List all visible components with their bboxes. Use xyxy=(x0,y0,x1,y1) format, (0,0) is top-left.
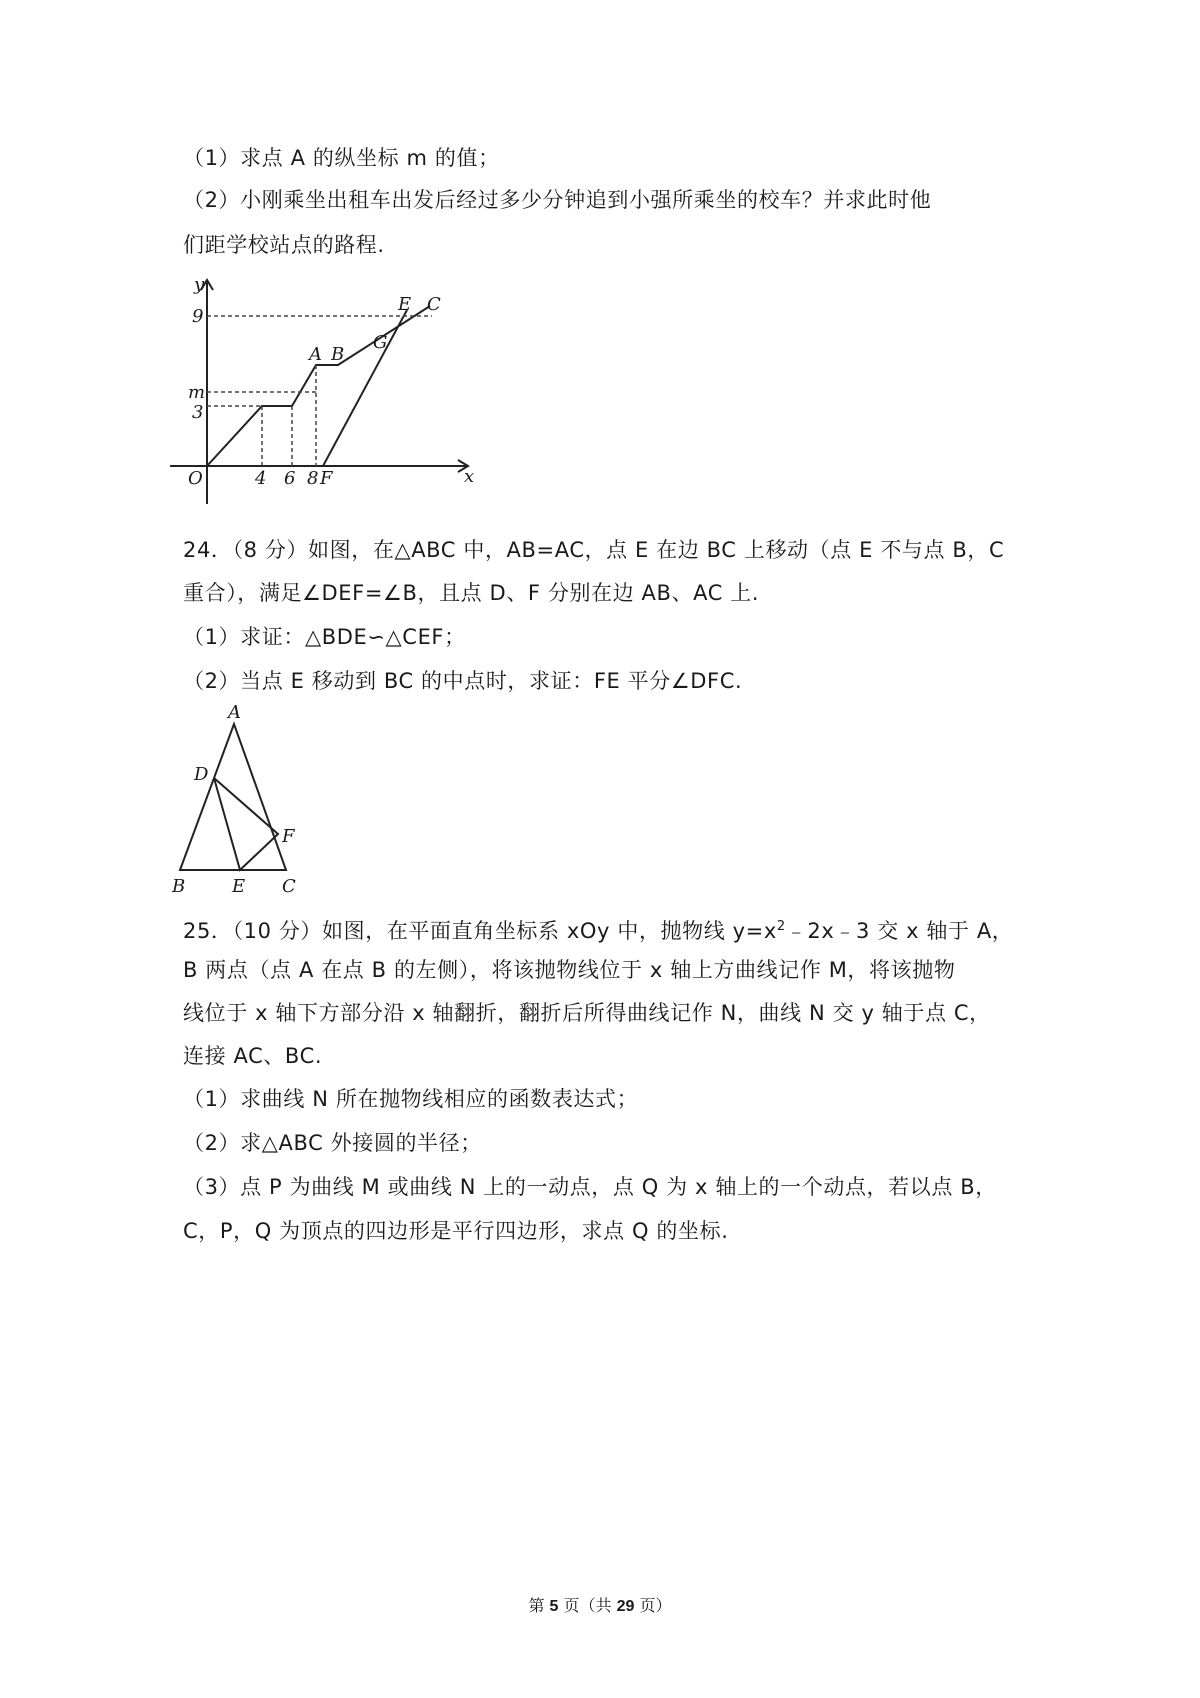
q25-part2: （2）求△ABC 外接圆的半径； xyxy=(183,1131,482,1155)
label-F: F xyxy=(320,468,333,489)
footer-middle: 页（共 xyxy=(558,1596,617,1615)
label-A: A xyxy=(228,702,241,723)
segments-def xyxy=(214,778,278,870)
label-y: y xyxy=(194,274,205,295)
q25-line4: 连接 AC、BC. xyxy=(183,1044,323,1068)
label-O: O xyxy=(188,468,203,489)
label-x: x xyxy=(464,466,475,487)
page-footer xyxy=(0,1593,1200,1616)
figure-24-triangle xyxy=(170,700,320,900)
q25-part3-line2: C，P，Q 为顶点的四边形是平行四边形，求点 Q 的坐标. xyxy=(183,1219,729,1243)
label-B: B xyxy=(172,876,186,897)
label-F: F xyxy=(282,826,295,847)
label-8: 8 xyxy=(307,468,319,489)
label-D: D xyxy=(194,764,209,785)
q24-part2: （2）当点 E 移动到 BC 的中点时，求证：FE 平分∠DFC. xyxy=(183,669,743,693)
q23-part1: （1）求点 A 的纵坐标 m 的值； xyxy=(183,146,500,170)
footer-prefix: 第 xyxy=(528,1596,550,1615)
label-6: 6 xyxy=(284,468,296,489)
label-B: B xyxy=(331,344,345,365)
label-G: G xyxy=(373,332,388,353)
label-C: C xyxy=(427,294,441,315)
label-E: E xyxy=(398,294,412,315)
q25-part1: （1）求曲线 N 所在抛物线相应的函数表达式； xyxy=(183,1087,639,1111)
label-E: E xyxy=(232,876,246,897)
q25-line1 xyxy=(183,912,1013,946)
figure-23-graph xyxy=(170,268,490,518)
q25-part3-line1: （3）点 P 为曲线 M 或曲线 N 上的一动点，点 Q 为 x 轴上的一个动点，若以点 B， xyxy=(183,1175,997,1199)
label-9: 9 xyxy=(192,306,204,327)
q23-part2-line1: （2）小刚乘坐出租车出发后经过多少分钟追到小强所乘坐的校车？并求此时他 xyxy=(183,188,932,212)
label-3: 3 xyxy=(192,402,204,423)
label-m: m xyxy=(188,382,206,403)
q24-line1: 24．（8 分）如图，在△ABC 中，AB=AC，点 E 在边 BC 上移动（点 E 不与点 B，C xyxy=(183,538,1005,562)
q25-line3: 线位于 x 轴下方部分沿 x 轴翻折，翻折后所得曲线记作 N，曲线 N 交 y 轴于点 C， xyxy=(183,1001,991,1025)
label-C: C xyxy=(282,876,296,897)
taxi-line xyxy=(323,310,407,466)
q25-line1-b: ﹣2x﹣3 交 x 轴于 A， xyxy=(785,919,1014,943)
footer-total-pages: 29 xyxy=(616,1598,635,1615)
q25-line1-a: 25．（10 分）如图，在平面直角坐标系 xOy 中，抛物线 y=x xyxy=(183,919,777,943)
q24-line2: 重合），满足∠DEF=∠B，且点 D、F 分别在边 AB、AC 上. xyxy=(183,581,760,605)
label-A: A xyxy=(309,344,322,365)
footer-suffix: 页） xyxy=(634,1596,672,1615)
q25-line2: B 两点（点 A 在点 B 的左侧），将该抛物线位于 x 轴上方曲线记作 M，将该抛物 xyxy=(183,958,956,982)
q25-line1-sup: 2 xyxy=(776,919,786,934)
q24-part1: （1）求证：△BDE∽△CEF； xyxy=(183,625,466,649)
label-4: 4 xyxy=(255,468,267,489)
footer-page-number: 5 xyxy=(549,1598,559,1615)
q23-part2-line2: 们距学校站点的路程. xyxy=(183,233,385,257)
